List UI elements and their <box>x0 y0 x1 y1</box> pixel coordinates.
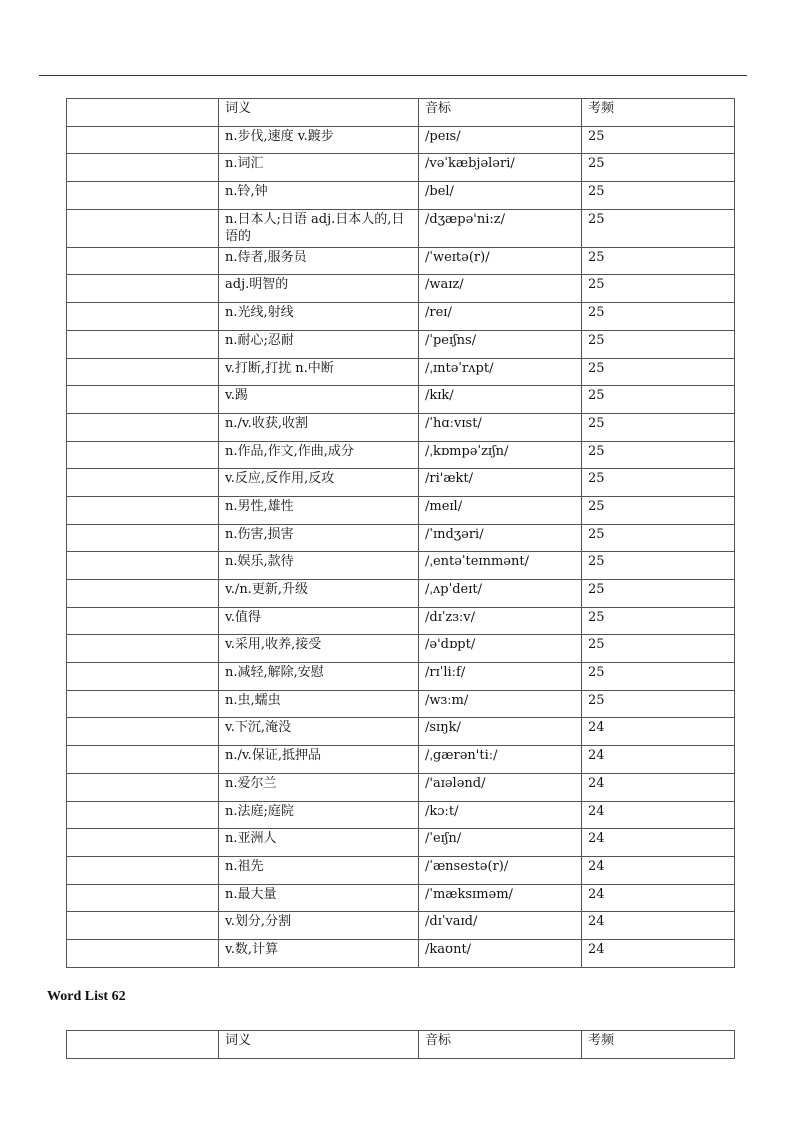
next-header-phonetic-cell: 音标 <box>419 1031 582 1059</box>
table-row <box>67 182 735 210</box>
frequency-cell: 25 <box>582 154 735 182</box>
meaning-cell: n.法庭;庭院 <box>219 801 419 829</box>
table-row <box>67 607 735 635</box>
table-row <box>67 469 735 497</box>
meaning-cell: n.亚洲人 <box>219 829 419 857</box>
frequency-cell: 24 <box>582 912 735 940</box>
phonetic-cell: /rɪˈliːf/ <box>419 663 582 691</box>
phonetic-cell: /waɪz/ <box>419 275 582 303</box>
word-cell <box>67 330 219 358</box>
next-vocab-table <box>66 1030 735 1059</box>
table-row <box>67 496 735 524</box>
next-header-blank-cell <box>67 1031 219 1059</box>
header-phonetic-cell: 音标 <box>419 99 582 127</box>
frequency-cell: 24 <box>582 884 735 912</box>
phonetic-cell: /ˌgærən'tiː/ <box>419 746 582 774</box>
meaning-cell: n.男性,雄性 <box>219 496 419 524</box>
header-blank-cell <box>67 99 219 127</box>
phonetic-cell: /sɪŋk/ <box>419 718 582 746</box>
phonetic-cell: /ˈweɪtə(r)/ <box>419 247 582 275</box>
meaning-cell: v.打断,打扰 n.中断 <box>219 358 419 386</box>
meaning-cell: n.伤害,损害 <box>219 524 419 552</box>
table-row <box>67 580 735 608</box>
phonetic-cell: /dʒæpə'ni:z/ <box>419 209 582 247</box>
meaning-cell: n.虫,蠕虫 <box>219 690 419 718</box>
table-row <box>67 247 735 275</box>
meaning-cell: n.铃,钟 <box>219 182 419 210</box>
table-row <box>67 801 735 829</box>
word-cell <box>67 552 219 580</box>
frequency-cell: 25 <box>582 126 735 154</box>
frequency-cell: 24 <box>582 939 735 967</box>
meaning-cell: n.祖先 <box>219 856 419 884</box>
meaning-cell: n.侍者,服务员 <box>219 247 419 275</box>
table-row <box>67 303 735 331</box>
phonetic-cell: /peɪs/ <box>419 126 582 154</box>
table-row <box>67 690 735 718</box>
word-cell <box>67 884 219 912</box>
meaning-cell: n.日本人;日语 adj.日本人的,日语的 <box>219 209 419 247</box>
phonetic-cell: /ˈmæksɪməm/ <box>419 884 582 912</box>
frequency-cell: 24 <box>582 746 735 774</box>
phonetic-cell: /kɔːt/ <box>419 801 582 829</box>
frequency-cell: 24 <box>582 856 735 884</box>
word-cell <box>67 275 219 303</box>
meaning-cell: v.采用,收养,接受 <box>219 635 419 663</box>
frequency-cell: 25 <box>582 552 735 580</box>
frequency-cell: 25 <box>582 635 735 663</box>
phonetic-cell: /reɪ/ <box>419 303 582 331</box>
table-header-row <box>67 99 735 127</box>
next-header-frequency-cell: 考频 <box>582 1031 735 1059</box>
phonetic-cell: /'aɪələnd/ <box>419 773 582 801</box>
meaning-cell: n.作品,作文,作曲,成分 <box>219 441 419 469</box>
word-cell <box>67 496 219 524</box>
phonetic-cell: /ˌentəˈteɪnmənt/ <box>419 552 582 580</box>
phonetic-cell: /ˈɪndʒəri/ <box>419 524 582 552</box>
phonetic-cell: /dɪˈzɜːv/ <box>419 607 582 635</box>
frequency-cell: 25 <box>582 690 735 718</box>
table-row <box>67 358 735 386</box>
phonetic-cell: /dɪˈvaɪd/ <box>419 912 582 940</box>
word-cell <box>67 607 219 635</box>
frequency-cell: 24 <box>582 801 735 829</box>
table-row <box>67 746 735 774</box>
frequency-cell: 25 <box>582 607 735 635</box>
phonetic-cell: /ˈpeɪʃns/ <box>419 330 582 358</box>
meaning-cell: v.划分,分割 <box>219 912 419 940</box>
top-rule <box>39 75 747 76</box>
frequency-cell: 25 <box>582 303 735 331</box>
next-header-meaning-cell: 词义 <box>219 1031 419 1059</box>
word-cell <box>67 386 219 414</box>
phonetic-cell: /ˈhɑːvɪst/ <box>419 413 582 441</box>
word-cell <box>67 801 219 829</box>
word-cell <box>67 829 219 857</box>
phonetic-cell: /ri'ækt/ <box>419 469 582 497</box>
meaning-cell: adj.明智的 <box>219 275 419 303</box>
phonetic-cell: /wɜːm/ <box>419 690 582 718</box>
meaning-cell: n.耐心;忍耐 <box>219 330 419 358</box>
table-row <box>67 386 735 414</box>
table-row <box>67 330 735 358</box>
vocab-table <box>66 98 735 968</box>
frequency-cell: 25 <box>582 496 735 524</box>
frequency-cell: 24 <box>582 829 735 857</box>
meaning-cell: n.娱乐,款待 <box>219 552 419 580</box>
vocab-table-body <box>67 99 735 968</box>
table-row <box>67 552 735 580</box>
phonetic-cell: /kɪk/ <box>419 386 582 414</box>
phonetic-cell: /ˈænsestə(r)/ <box>419 856 582 884</box>
meaning-cell: v.踢 <box>219 386 419 414</box>
header-frequency-cell: 考频 <box>582 99 735 127</box>
word-cell <box>67 126 219 154</box>
meaning-cell: v./n.更新,升级 <box>219 580 419 608</box>
frequency-cell: 25 <box>582 275 735 303</box>
frequency-cell: 25 <box>582 358 735 386</box>
word-cell <box>67 746 219 774</box>
phonetic-cell: /ˈeɪʃn/ <box>419 829 582 857</box>
word-cell <box>67 154 219 182</box>
table-row <box>67 209 735 247</box>
table-row <box>67 524 735 552</box>
word-cell <box>67 912 219 940</box>
frequency-cell: 25 <box>582 209 735 247</box>
word-cell <box>67 358 219 386</box>
section-heading: Word List 62 <box>47 989 126 1004</box>
meaning-cell: v.值得 <box>219 607 419 635</box>
word-cell <box>67 247 219 275</box>
meaning-cell: v.数,计算 <box>219 939 419 967</box>
table-row <box>67 718 735 746</box>
table-row <box>67 441 735 469</box>
header-meaning-cell: 词义 <box>219 99 419 127</box>
table-row <box>67 884 735 912</box>
meaning-cell: n.步伐,速度 v.踱步 <box>219 126 419 154</box>
phonetic-cell: /ˌɪntəˈrʌpt/ <box>419 358 582 386</box>
word-cell <box>67 209 219 247</box>
frequency-cell: 24 <box>582 773 735 801</box>
frequency-cell: 24 <box>582 718 735 746</box>
word-cell <box>67 303 219 331</box>
next-table-header-row <box>67 1031 735 1059</box>
meaning-cell: n.减轻,解除,安慰 <box>219 663 419 691</box>
table-row <box>67 663 735 691</box>
phonetic-cell: /ə'dɒpt/ <box>419 635 582 663</box>
word-cell <box>67 182 219 210</box>
word-cell <box>67 856 219 884</box>
frequency-cell: 25 <box>582 663 735 691</box>
frequency-cell: 25 <box>582 469 735 497</box>
meaning-cell: n./v.收获,收割 <box>219 413 419 441</box>
meaning-cell: n.光线,射线 <box>219 303 419 331</box>
word-cell <box>67 580 219 608</box>
frequency-cell: 25 <box>582 413 735 441</box>
frequency-cell: 25 <box>582 330 735 358</box>
table-row <box>67 939 735 967</box>
table-row <box>67 275 735 303</box>
meaning-cell: v.下沉,淹没 <box>219 718 419 746</box>
phonetic-cell: /ˌkɒmpəˈzɪʃn/ <box>419 441 582 469</box>
meaning-cell: n./v.保证,抵押品 <box>219 746 419 774</box>
frequency-cell: 25 <box>582 247 735 275</box>
meaning-cell: n.爱尔兰 <box>219 773 419 801</box>
word-cell <box>67 413 219 441</box>
word-cell <box>67 773 219 801</box>
table-row <box>67 413 735 441</box>
meaning-cell: v.反应,反作用,反攻 <box>219 469 419 497</box>
meaning-cell: n.最大量 <box>219 884 419 912</box>
phonetic-cell: /ˌʌpˈdeɪt/ <box>419 580 582 608</box>
table-row <box>67 126 735 154</box>
frequency-cell: 25 <box>582 386 735 414</box>
frequency-cell: 25 <box>582 441 735 469</box>
table-row <box>67 154 735 182</box>
word-cell <box>67 690 219 718</box>
frequency-cell: 25 <box>582 580 735 608</box>
phonetic-cell: /vəˈkæbjələri/ <box>419 154 582 182</box>
frequency-cell: 25 <box>582 182 735 210</box>
phonetic-cell: /kaʊnt/ <box>419 939 582 967</box>
word-cell <box>67 663 219 691</box>
word-cell <box>67 469 219 497</box>
word-cell <box>67 939 219 967</box>
table-row <box>67 829 735 857</box>
meaning-cell: n.词汇 <box>219 154 419 182</box>
frequency-cell: 25 <box>582 524 735 552</box>
word-cell <box>67 524 219 552</box>
word-cell <box>67 441 219 469</box>
phonetic-cell: /bel/ <box>419 182 582 210</box>
table-row <box>67 773 735 801</box>
word-cell <box>67 718 219 746</box>
word-cell <box>67 635 219 663</box>
table-row <box>67 912 735 940</box>
phonetic-cell: /meɪl/ <box>419 496 582 524</box>
table-row <box>67 635 735 663</box>
table-row <box>67 856 735 884</box>
